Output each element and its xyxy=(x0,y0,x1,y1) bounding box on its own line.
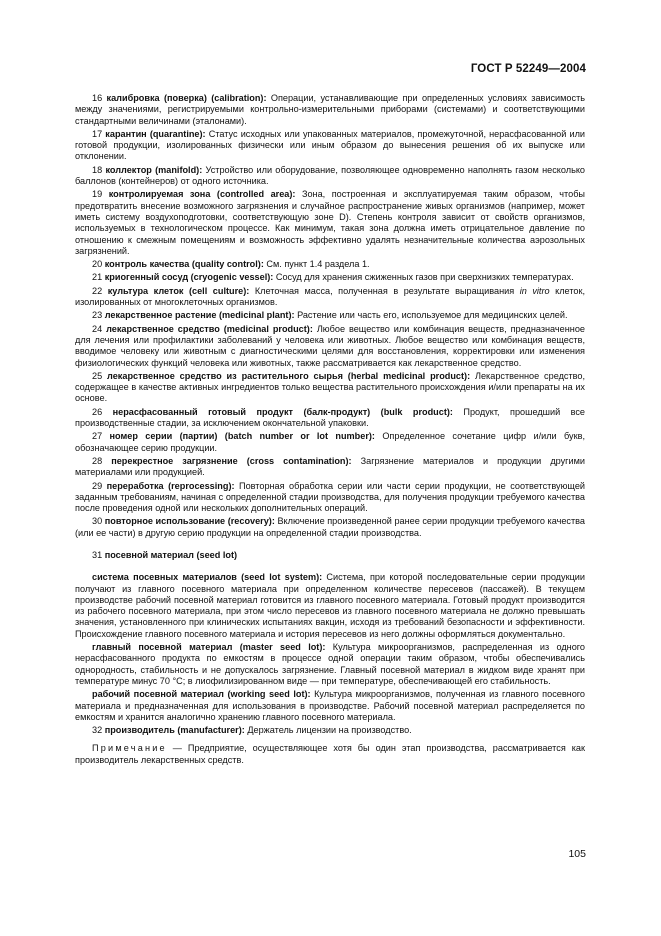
definition-num: 23 xyxy=(92,310,103,321)
definition-term: лекарственное средство из растительного сырья (herbal medicinal product): xyxy=(107,370,471,381)
definition-text: Лекарственное средство, содержащее в качестве активных ингредиентов только вещества растительного происхождения и/или препараты на их основе. xyxy=(75,370,585,404)
definition-22 xyxy=(75,286,585,309)
definition-24 xyxy=(75,324,585,369)
definition-num: 18 xyxy=(92,164,103,175)
definition-num: 19 xyxy=(92,189,103,200)
definition-num: 29 xyxy=(92,480,103,491)
definition-term: номер серии (партии) (batch number or lot number): xyxy=(109,431,375,442)
definition-term: лекарственное средство (medicinal product): xyxy=(106,323,313,334)
definition-num: 17 xyxy=(92,128,103,139)
section-31-num: 31 xyxy=(92,549,103,560)
definition-19 xyxy=(75,189,585,257)
definition-num: 32 xyxy=(92,725,103,736)
definition-num: 16 xyxy=(92,93,103,103)
subdefinition-term: система посевных материалов (seed lot system): xyxy=(92,572,323,583)
definition-text: Зона, построенная и эксплуатируемая таким образом, чтобы предотвратить внесение возможного загрязнения и случайное распространение живых организмов (например, может иметь систему воздухоподготовки, соответствующую зоне D). Степень контроля зависит от свойств организмов, используемых в технологическом процессе. Как минимум, такая зона должна иметь отрицательное давление по отношению к смежным помещениям и возможность эффективно удалять незначительные количества аэрозольных загрязнений. xyxy=(75,189,585,256)
definition-term: криогенный сосуд (cryogenic vessel): xyxy=(104,272,274,283)
definition-italic: in vitro xyxy=(519,285,550,296)
definition-term: производитель (manufacturer): xyxy=(104,725,245,736)
definition-text: См. пункт 1.4 раздела 1. xyxy=(263,259,370,270)
definition-text: Клеточная масса, полученная в результате выращивания xyxy=(249,285,520,296)
definition-28 xyxy=(75,456,585,479)
definition-num: 28 xyxy=(92,455,103,466)
definition-text: Продукт, прошедший все производственные стадии, за исключением окончательной упаковки. xyxy=(75,406,585,429)
definition-text: Включение произведенной ранее серии продукции требуемого качества (или ее части) в другую серию продукции на определенной стадии производства. xyxy=(75,516,585,538)
document-body xyxy=(75,93,585,768)
definition-term: культура клеток (cell culture): xyxy=(107,285,250,296)
note-lead: Примечание xyxy=(92,743,167,754)
page-number: 105 xyxy=(568,848,586,860)
definition-20 xyxy=(75,259,585,270)
seed-lot-subdefinitions xyxy=(75,572,585,723)
definition-term: повторное использование (recovery): xyxy=(104,516,275,527)
subdefinition-term: рабочий посевной материал (working seed lot): xyxy=(92,689,311,700)
definition-term: переработка (reprocessing): xyxy=(106,480,235,491)
definition-29 xyxy=(75,481,585,515)
definition-32 xyxy=(75,725,585,736)
definition-term: перекрестное загрязнение (cross contamination): xyxy=(111,455,352,466)
definition-term: калибровка (поверка) (calibration): xyxy=(106,93,267,103)
definition-text: Статус исходных или упакованных материалов, промежуточной, нерасфасованной или готовой продукции, изолированных физически или иным образом до вынесения решения об их выпуске или отклонении. xyxy=(75,128,585,162)
definition-term: коллектор (manifold): xyxy=(105,164,203,175)
definition-term: контроль качества (quality control): xyxy=(104,259,264,270)
section-31-term: посевной материал (seed lot) xyxy=(104,549,238,560)
definition-num: 26 xyxy=(92,406,103,417)
definition-text: Держатель лицензии на производство. xyxy=(244,725,412,736)
definition-text: Любое вещество или комбинация веществ, предназначенное для лечения или профилактики заболеваний у человека или животных. Любое вещество или комбинация веществ, вводимое человеку или животным с диагностическими целями для восстановления, корректировки или изменения физиологических функций человека или животных, также рассматривается как лекарственное средство. xyxy=(75,323,585,368)
definition-text-cont: клеток, изолированных от многоклеточных организмов. xyxy=(75,285,585,308)
definition-26 xyxy=(75,407,585,430)
definition-num: 30 xyxy=(92,516,103,527)
definition-text: Повторная обработка серии или части серии продукции, не соответствующей заданным требованиям, начиная с определенной стадии производства, для получения продукции требуемого качества после проведения одной или нескольких дополнительных операций. xyxy=(75,480,585,514)
definition-text: Сосуд для хранения сжиженных газов при сверхнизких температурах. xyxy=(273,272,574,283)
definition-18 xyxy=(75,165,585,188)
definition-text: Устройство или оборудование, позволяющее одновременно наполнять газом несколько баллонов (контейнеров) от одного источника. xyxy=(75,164,585,187)
definition-text: Определенное сочетание цифр и/или букв, обозначающее серию продукции. xyxy=(75,431,585,453)
definition-25 xyxy=(75,371,585,405)
subdefinition-term: главный посевной материал (master seed lot): xyxy=(92,642,326,653)
standard-code-header: ГОСТ Р 52249—2004 xyxy=(470,63,586,75)
definition-text: Операции, устанавливающие при определенных условиях зависимость между значениями, регистрируемыми контрольно-измерительными приборами (системами) и соответствующими стандартными величинами (эталонами). xyxy=(75,93,585,126)
seed-lot-subdefinition xyxy=(75,642,585,687)
definition-27 xyxy=(75,431,585,454)
definition-num: 27 xyxy=(92,431,103,442)
definition-num: 20 xyxy=(92,259,103,270)
definition-16 xyxy=(75,93,585,127)
definition-21 xyxy=(75,272,585,283)
definition-num: 25 xyxy=(92,370,103,381)
definition-23 xyxy=(75,310,585,321)
definition-num: 21 xyxy=(92,272,103,283)
definition-term: нерасфасованный готовый продукт (балк-продукт) (bulk product): xyxy=(112,406,453,417)
subdefinition-text: Культура микроорганизмов, распределенная из одного нерасфасованного продукта по емкостям в процессе одной операции таким образом, чтобы обеспечивались однородность, стабильность и не допускалось загрязнение. Главный посевной материал в жидком виде хранят при температуре минус 70 °С; в лиофилизированном виде — при температуре, обеспечивающей его стабильность. xyxy=(75,642,585,686)
definition-30 xyxy=(75,516,585,539)
definition-num: 24 xyxy=(92,323,103,334)
note-text: — Предприятие, осуществляющее хотя бы один этап производства, рассматривается как производитель лекарственных средств. xyxy=(75,743,585,765)
subdefinition-text: Система, при которой последовательные серии продукции получают из главного посевного материала при определенном количестве пересевов (пассажей). В текущем производстве рабочий посевной материал готовится из главного посевного материала. Готовый продукт производится из рабочего посевного материала, при этом число пересевов из главного посевного материала не должно превышать значения, установленного при клинических испытаниях вакцин, исходя из требований безопасности и эффективности. Происхождение главного посевного материала и история пересевов из него должны оформляться документально. xyxy=(75,572,585,639)
definition-text: Загрязнение материалов и продукции другими материалами или продукцией. xyxy=(75,455,585,478)
definitions-list xyxy=(75,93,585,539)
subdefinition-text: Культура микроорганизмов, полученная из главного посевного материала и предназначенная для использования в производстве. Рабочий посевной материал распределяется по емкостям и хранится аналогично хранению главного посевного материала. xyxy=(75,689,585,722)
section-31-heading xyxy=(75,550,585,561)
definition-num: 22 xyxy=(92,285,103,296)
seed-lot-subdefinition xyxy=(75,689,585,723)
note-paragraph xyxy=(75,743,585,766)
definition-term: контролируемая зона (controlled area): xyxy=(108,189,296,200)
definition-17 xyxy=(75,129,585,163)
definition-term: лекарственное растение (medicinal plant): xyxy=(104,310,295,321)
definition-term: карантин (quarantine): xyxy=(105,128,206,139)
seed-lot-subdefinition xyxy=(75,572,585,640)
definition-text: Растение или часть его, используемое для медицинских целей. xyxy=(294,310,568,321)
